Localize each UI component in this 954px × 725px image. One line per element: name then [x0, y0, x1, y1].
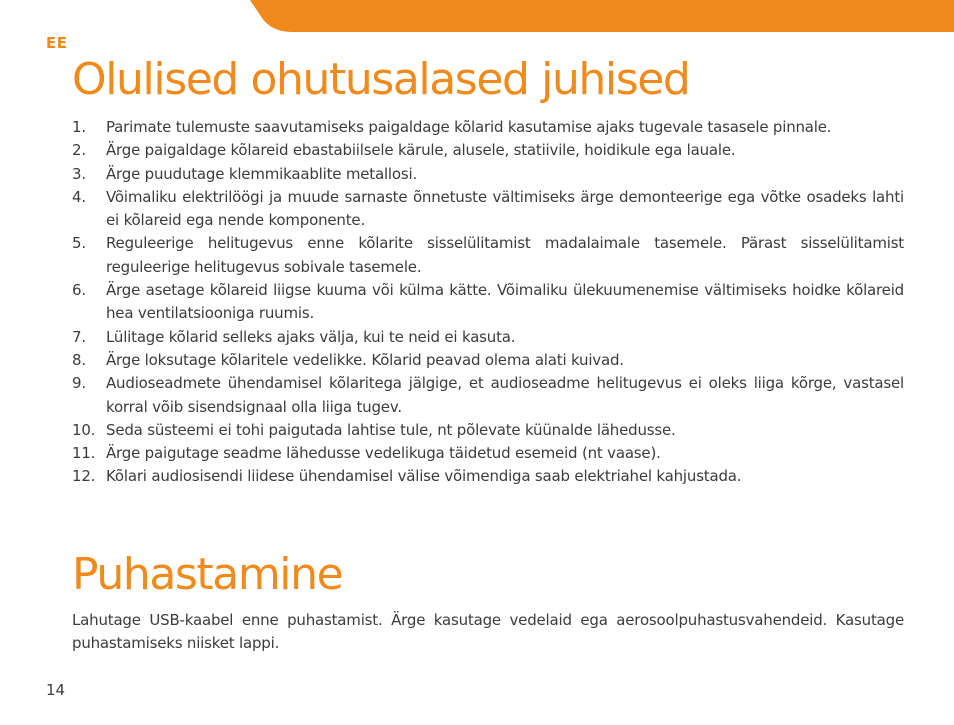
- list-item-text: Kõlari audiosisendi liidese ühendamisel välise võimendiga saab elektriahel kahjustada.: [106, 467, 742, 486]
- list-item: [72, 419, 904, 442]
- list-item-text: Ärge asetage kõlareid liigse kuuma või külma kätte. Võimaliku ülekuumenemise vältimiseks hoidke kõlareid hea ventilatsiooniga ruumis.: [106, 281, 904, 323]
- list-item-number: 1.: [72, 118, 86, 136]
- list-item-number: 3.: [72, 164, 86, 183]
- list-item: [72, 349, 904, 372]
- list-item-number: 6.: [72, 281, 86, 300]
- list-item-text: Seda süsteemi ei tohi paigutada lahtise tule, nt põlevate küünalde lähedusse.: [106, 420, 676, 439]
- list-item: [72, 163, 904, 186]
- list-item-number: 11.: [72, 444, 96, 463]
- list-item: [72, 465, 904, 488]
- list-item-number: 4.: [72, 187, 86, 206]
- list-item-text: Reguleerige helitugevus enne kõlarite sisselülitamist madalaimale tasemele. Pärast sisselülitamist reguleerige helitugevus sobivale tasemele.: [106, 234, 904, 276]
- list-item-text: Ärge paigaldage kõlareid ebastabiilsele kärule, alusele, statiivile, hoidikule ega lauale.: [106, 141, 736, 160]
- language-tag: EE: [46, 34, 68, 52]
- list-item-number: 5.: [72, 234, 86, 253]
- list-item-number: 9.: [72, 374, 86, 393]
- list-item: [72, 232, 904, 279]
- list-item-text: Võimaliku elektrilöögi ja muude sarnaste õnnetuste vältimiseks ärge demonteerige ega võtke osadeks lahti ei kõlareid ega nende komponente.: [106, 187, 904, 230]
- list-item: [72, 442, 904, 465]
- list-item-text: Audioseadmete ühendamisel kõlaritega jälgige, et audioseadme helitugevus ei oleks liiga kõrge, vastasel korral võib sisendsignaal olla liiga tugev.: [106, 374, 904, 416]
- list-item-number: 8.: [72, 350, 86, 369]
- list-item-text: Parimate tulemuste saavutamiseks paigaldage kõlarid kasutamise ajaks tugevale tasasele pinnale.: [106, 118, 832, 136]
- list-item-text: Ärge loksutage kõlaritele vedelikke. Kõlarid peavad olema alati kuivad.: [106, 350, 624, 369]
- list-item-text: Ärge puudutage klemmikaablite metallosi.: [106, 164, 418, 183]
- header-orange-banner: [0, 0, 954, 32]
- list-item: [72, 372, 904, 419]
- list-item-number: 10.: [72, 420, 96, 439]
- list-item: [72, 279, 904, 326]
- list-item-number: 7.: [72, 327, 86, 346]
- list-item-number: 2.: [72, 141, 86, 160]
- list-item-number: 12.: [72, 467, 96, 486]
- safety-instructions-list: [72, 116, 904, 489]
- safety-title: Olulised ohutusalased juhised: [72, 54, 690, 105]
- list-item-text: Ärge paigutage seadme lähedusse vedelikuga täidetud esemeid (nt vaase).: [106, 444, 661, 463]
- cleaning-paragraph: Lahutage USB-kaabel enne puhastamist. Ärge kasutage vedelaid ega aerosoolpuhastusvahendeid. Kasutage puhastamiseks niisket lappi.: [72, 611, 904, 653]
- list-item-text: Lülitage kõlarid selleks ajaks välja, kui te neid ei kasuta.: [106, 327, 516, 346]
- list-item: [72, 116, 904, 139]
- list-item: [72, 326, 904, 349]
- page-number: 14: [46, 681, 66, 699]
- list-item: [72, 139, 904, 162]
- cleaning-title: Puhastamine: [72, 549, 343, 600]
- list-item: [72, 186, 904, 233]
